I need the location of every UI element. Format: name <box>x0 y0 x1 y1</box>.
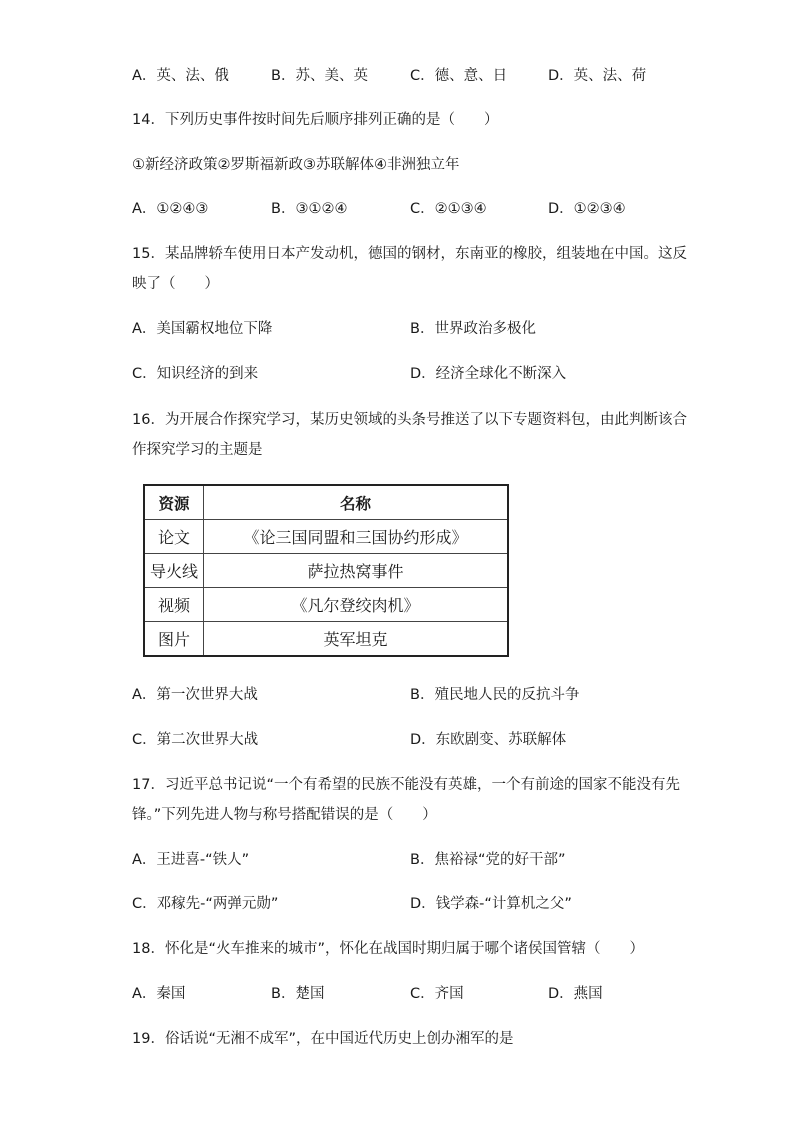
q14-option-d: D．①②③④ <box>548 201 626 217</box>
table-header-name: 名称 <box>204 485 509 520</box>
q14-option-a: A．①②④③ <box>132 201 209 217</box>
q15-option-a: A．美国霸权地位下降 <box>132 321 273 337</box>
table-cell-resource: 图片 <box>144 622 204 657</box>
q16-stem-line1: 16．为开展合作探究学习，某历史领域的头条号推送了以下专题资料包，由此判断该合 <box>132 412 687 428</box>
table-cell-resource: 导火线 <box>144 554 204 588</box>
q16-option-a: A．第一次世界大战 <box>132 687 258 703</box>
q17-stem-line2: 锋。”下列先进人物与称号搭配错误的是（ ） <box>132 807 437 823</box>
table-header-row <box>144 485 508 520</box>
q15-option-c: C．知识经济的到来 <box>132 366 259 382</box>
q19-stem: 19．俗话说“无湘不成军”，在中国近代历史上创办湘军的是 <box>132 1031 514 1047</box>
q14-option-c: C．②①③④ <box>410 201 487 217</box>
q18-option-d: D．燕国 <box>548 986 603 1002</box>
q14-option-b: B．③①②④ <box>271 201 348 217</box>
q15-stem-line1: 15．某品牌轿车使用日本产发动机，德国的钢材，东南亚的橡胶，组装地在中国。这反 <box>132 246 687 262</box>
q18-option-b: B．楚国 <box>271 986 325 1002</box>
q16-stem-line2: 作探究学习的主题是 <box>132 442 263 458</box>
table-row <box>144 520 508 554</box>
q15-option-d: D．经济全球化不断深入 <box>410 366 567 382</box>
q17-stem-line1: 17．习近平总书记说“一个有希望的民族不能没有英雄，一个有前途的国家不能没有先 <box>132 777 680 793</box>
q16-option-b: B．殖民地人民的反抗斗争 <box>410 687 580 703</box>
resource-table <box>143 484 509 657</box>
table-header-resource: 资源 <box>144 485 204 520</box>
q13-option-c: C．德、意、日 <box>410 68 508 84</box>
q18-option-a: A．秦国 <box>132 986 186 1002</box>
q16-option-c: C．第二次世界大战 <box>132 732 259 748</box>
q13-option-a: A．英、法、俄 <box>132 68 229 84</box>
q17-option-c: C．邓稼先-“两弹元勋” <box>132 896 279 912</box>
table-cell-resource: 论文 <box>144 520 204 554</box>
q13-option-b: B．苏、美、英 <box>271 68 368 84</box>
q16-option-d: D．东欧剧变、苏联解体 <box>410 732 567 748</box>
table-row <box>144 588 508 622</box>
q18-stem: 18．怀化是“火车推来的城市”，怀化在战国时期归属于哪个诸侯国管辖（ ） <box>132 941 644 957</box>
table-row <box>144 554 508 588</box>
q15-stem-line2: 映了（ ） <box>132 276 219 292</box>
q17-option-b: B．焦裕禄“党的好干部” <box>410 852 566 868</box>
table-cell-resource: 视频 <box>144 588 204 622</box>
table-cell-name: 萨拉热窝事件 <box>204 554 509 588</box>
q15-option-b: B．世界政治多极化 <box>410 321 536 337</box>
q17-option-d: D．钱学森-“计算机之父” <box>410 896 572 912</box>
q17-option-a: A．王进喜-“铁人” <box>132 852 250 868</box>
q13-option-d: D．英、法、荷 <box>548 68 647 84</box>
table-row <box>144 622 508 657</box>
table-cell-name: 《凡尔登绞肉机》 <box>204 588 509 622</box>
q18-option-c: C．齐国 <box>410 986 464 1002</box>
q14-events: ①新经济政策②罗斯福新政③苏联解体④非洲独立年 <box>132 157 460 173</box>
table-cell-name: 英军坦克 <box>204 622 509 657</box>
table-cell-name: 《论三国同盟和三国协约形成》 <box>204 520 509 554</box>
q14-stem: 14．下列历史事件按时间先后顺序排列正确的是（ ） <box>132 112 499 128</box>
